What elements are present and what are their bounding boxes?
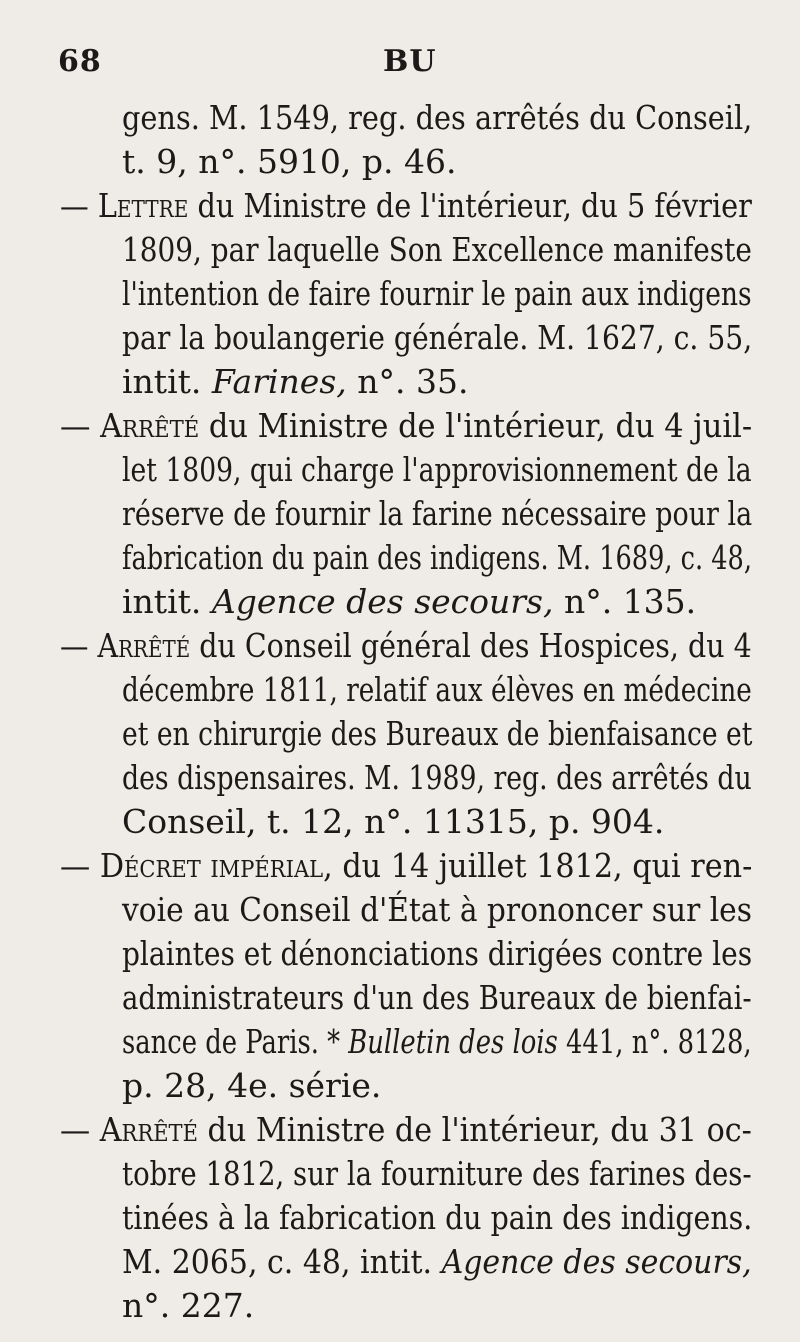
line-text: fabrication du pain des indigens. M. 1689, c. 48, — [122, 538, 752, 577]
entry-heading: Arrêté — [99, 1110, 198, 1149]
italic-reference: Agence des secours, — [441, 1242, 752, 1281]
line-text: du Conseil général des Hospices, du 4 — [190, 626, 752, 665]
line-text: administrateurs d'un des Bureaux de bienfai- — [122, 978, 752, 1017]
line-text: voie au Conseil d'État à prononcer sur les — [122, 890, 752, 929]
line-text: du Ministre de l'intérieur, du 4 juil- — [199, 406, 753, 445]
line-text: intit. — [122, 362, 212, 401]
line-text: décembre 1811, relatif aux élèves en médecine — [122, 670, 752, 709]
text-line — [122, 756, 752, 800]
text-line — [122, 1020, 752, 1064]
line-text: n°. 227. — [122, 1286, 255, 1325]
line-text: , du 14 juillet 1812, qui ren- — [323, 846, 753, 885]
line-text: — — [60, 406, 101, 445]
text-line — [60, 1108, 752, 1152]
line-text: plaintes et dénonciations dirigées contre les — [122, 934, 753, 973]
entry-heading: Arrêté — [97, 626, 191, 665]
line-text: let 1809, qui charge l'approvisionnement de la — [122, 450, 752, 489]
text-line — [122, 1064, 381, 1108]
line-text: — — [60, 186, 98, 225]
line-text: et en chirurgie des Bureaux de bienfaisance et — [122, 714, 753, 753]
text-line — [122, 1196, 752, 1240]
line-text: sance de Paris. * — [122, 1022, 349, 1061]
line-text: gens. M. 1549, reg. des arrêtés du Conseil, — [122, 98, 753, 137]
text-line — [122, 800, 664, 844]
text-line — [122, 932, 752, 976]
line-text: Conseil, t. 12, n°. 11315, p. 904. — [122, 802, 665, 841]
text-line — [122, 360, 468, 404]
line-text: p. 28, 4e. série. — [122, 1066, 382, 1105]
page-header — [0, 44, 800, 84]
text-line — [122, 492, 752, 536]
line-text: intit. — [122, 582, 212, 621]
running-head: BU — [383, 44, 437, 79]
line-text: 441, n°. 8128, — [557, 1022, 752, 1061]
entry-heading: Arrêté — [100, 406, 200, 445]
text-line — [122, 448, 752, 492]
entry-heading: Lettre — [97, 186, 189, 225]
line-text: du Ministre de l'intérieur, du 5 février — [188, 186, 752, 225]
text-line — [122, 1284, 254, 1328]
italic-reference: Bulletin des lois — [348, 1022, 558, 1061]
text-line — [122, 712, 752, 756]
page-number: 68 — [58, 44, 102, 79]
line-text: — — [60, 626, 98, 665]
line-text: — — [60, 1110, 100, 1149]
text-line — [122, 96, 752, 140]
text-line — [122, 668, 752, 712]
entry-heading: Décret impérial — [99, 846, 324, 885]
line-text: tinées à la fabrication du pain des indigens. — [122, 1198, 753, 1237]
italic-reference: Farines, — [211, 362, 347, 401]
line-text: par la boulangerie générale. M. 1627, c. 55, — [122, 318, 753, 357]
text-line — [60, 844, 752, 888]
text-line — [60, 624, 752, 668]
line-text: 1809, par laquelle Son Excellence manifeste — [122, 230, 752, 269]
line-text: l'intention de faire fournir le pain aux indigens — [122, 274, 752, 313]
text-line — [122, 1152, 752, 1196]
text-line — [60, 404, 752, 448]
line-text: n°. 135. — [553, 582, 697, 621]
text-line — [122, 536, 752, 580]
text-line — [122, 580, 696, 624]
line-text: — — [60, 846, 100, 885]
italic-reference: Agence des secours, — [211, 582, 554, 621]
text-line — [60, 184, 752, 228]
line-text: réserve de fournir la farine nécessaire pour la — [122, 494, 753, 533]
line-text: du Ministre de l'intérieur, du 31 oc- — [197, 1110, 752, 1149]
line-text: M. 2065, c. 48, intit. — [122, 1242, 442, 1281]
text-line — [122, 140, 457, 184]
text-line — [122, 228, 752, 272]
line-text: n°. 35. — [346, 362, 469, 401]
text-line — [122, 976, 752, 1020]
line-text: t. 9, n°. 5910, p. 46. — [122, 142, 457, 181]
text-line — [122, 272, 752, 316]
line-text: des dispensaires. M. 1989, reg. des arrêtés du — [122, 758, 752, 797]
text-line — [122, 888, 752, 932]
text-line — [122, 316, 752, 360]
text-line — [122, 1240, 752, 1284]
line-text: tobre 1812, sur la fourniture des farines des- — [122, 1154, 752, 1193]
